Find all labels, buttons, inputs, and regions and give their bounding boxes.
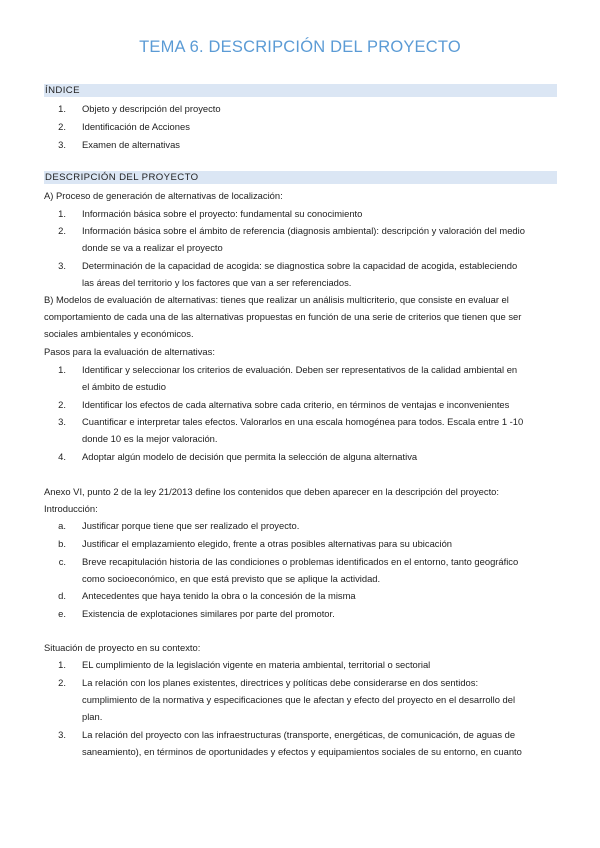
list-item: Justificar el emplazamiento elegido, frente a otras posibles alternativas para su ubicación	[82, 538, 452, 549]
paragraph-b-line: sociales ambientales y económicos.	[44, 328, 194, 339]
list-number: 3.	[58, 416, 66, 427]
list-item: Información básica sobre el proyecto: fundamental su conocimiento	[82, 208, 363, 219]
list-item: Identificación de Acciones	[82, 121, 190, 132]
list-item: Objeto y descripción del proyecto	[82, 103, 221, 114]
introduccion-heading: Introducción:	[44, 503, 98, 514]
list-item-continuation: el ámbito de estudio	[82, 381, 166, 392]
list-number: 2.	[58, 121, 66, 132]
list-item: EL cumplimiento de la legislación vigente en materia ambiental, territorial o sectorial	[82, 659, 431, 670]
paragraph-b-line: B) Modelos de evaluación de alternativas: tienes que realizar un análisis multicriterio, que consiste en evaluar el	[44, 294, 509, 305]
list-item: Adoptar algún modelo de decisión que permita la selección de alguna alternativa	[82, 451, 418, 462]
list-item-continuation: donde se va a realizar el proyecto	[82, 242, 223, 253]
list-item: Breve recapitulación historia de las condiciones o problemas identificados en el entorno, tanto geográfico	[82, 556, 519, 567]
list-item-continuation: como socioeconómico, en que está previsto que se aplique la actividad.	[82, 573, 381, 584]
list-letter: e.	[58, 608, 66, 619]
list-number: 1.	[58, 103, 66, 114]
list-number: 2.	[58, 399, 66, 410]
list-item: Justificar porque tiene que ser realizado el proyecto.	[82, 520, 300, 531]
page-title: TEMA 6. DESCRIPCIÓN DEL PROYECTO	[139, 38, 461, 56]
list-item: Determinación de la capacidad de acogida: se diagnostica sobre la capacidad de acogida, estableciendo	[82, 260, 518, 271]
paragraph-b-line: comportamiento de cada una de las alternativas propuestas en función de una serie de criterios que tienen que ser	[44, 311, 522, 322]
list-item-continuation: plan.	[82, 711, 103, 722]
list-item-continuation: saneamiento), en términos de oportunidades y efectos y equipamientos sociales de su entorno, en cuanto	[82, 746, 522, 757]
list-item-continuation: donde 10 es la mejor valoración.	[82, 433, 218, 444]
situacion-heading: Situación de proyecto en su contexto:	[44, 642, 201, 653]
list-number: 1.	[58, 208, 66, 219]
pasos-intro: Pasos para la evaluación de alternativas:	[44, 346, 215, 357]
list-item: La relación con los planes existentes, directrices y políticas debe considerarse en dos sentidos:	[82, 677, 479, 688]
section-heading-indice: ÍNDICE	[44, 84, 557, 97]
list-number: 1.	[58, 659, 66, 670]
list-number: 4.	[58, 451, 66, 462]
list-number: 3.	[58, 260, 66, 271]
section-heading-descripcion: DESCRIPCIÓN DEL PROYECTO	[44, 171, 557, 184]
list-item: Existencia de explotaciones similares por parte del promotor.	[82, 608, 335, 619]
list-item: La relación del proyecto con las infraestructuras (transporte, energéticas, de comunicación, de aguas de	[82, 729, 516, 740]
anexo-paragraph: Anexo VI, punto 2 de la ley 21/2013 define los contenidos que deben aparecer en la descripción del proyecto:	[44, 486, 500, 497]
list-item: Información básica sobre el ámbito de referencia (diagnosis ambiental): descripción y valoración del medio	[82, 225, 525, 236]
paragraph-a-intro: A) Proceso de generación de alternativas de localización:	[44, 190, 283, 201]
list-item-continuation: las áreas del territorio y los factores que van a ser referenciados.	[82, 277, 352, 288]
list-item: Cuantificar e interpretar tales efectos. Valorarlos en una escala homogénea para todos. Escala entre 1 -10	[82, 416, 524, 427]
list-number: 2.	[58, 677, 66, 688]
list-letter: a.	[58, 520, 66, 531]
list-letter: d.	[58, 590, 66, 601]
list-item: Examen de alternativas	[82, 139, 180, 150]
list-number: 3.	[58, 729, 66, 740]
list-number: 3.	[58, 139, 66, 150]
list-letter: c.	[58, 556, 66, 567]
list-item: Antecedentes que haya tenido la obra o la concesión de la misma	[82, 590, 356, 601]
list-item: Identificar y seleccionar los criterios de evaluación. Deben ser representativos de la calidad ambiental en	[82, 364, 518, 375]
list-number: 1.	[58, 364, 66, 375]
list-item: Identificar los efectos de cada alternativa sobre cada criterio, en términos de ventajas e inconvenientes	[82, 399, 510, 410]
list-item-continuation: cumplimiento de la normativa y especificaciones que le afectan y efecto del proyecto en el desarrollo del	[82, 694, 516, 705]
list-number: 2.	[58, 225, 66, 236]
list-letter: b.	[58, 538, 66, 549]
